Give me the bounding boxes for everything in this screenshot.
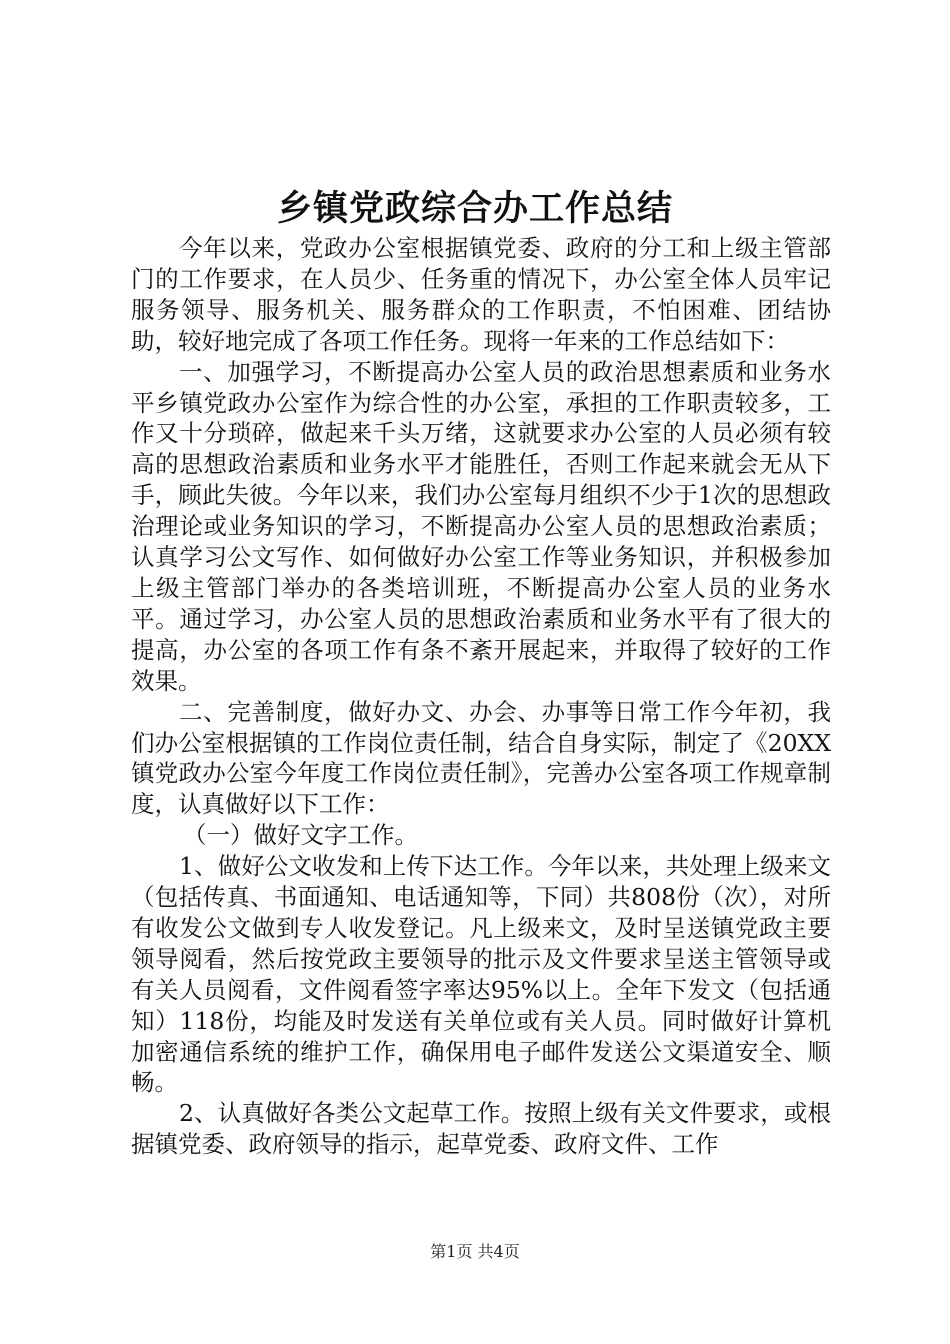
document-title: 乡镇党政综合办工作总结	[276, 188, 673, 229]
paragraph-item-2: 2、认真做好各类公文起草工作。按照上级有关文件要求，或根据镇党委、政府领导的指示，起草党委、政府文件、工作	[131, 1099, 831, 1159]
page-number-footer: 第1页 共4页	[430, 1242, 520, 1261]
document-body	[131, 233, 831, 1160]
paragraph-section-2: 二、完善制度，做好办文、办会、办事等日常工作今年初，我们办公室根据镇的工作岗位责任制，结合自身实际，制定了《20XX镇党政办公室今年度工作岗位责任制》，完善办公室各项工作规章制度，认真做好以下工作：	[131, 697, 831, 819]
paragraph-item-1: 1、做好公文收发和上传下达工作。今年以来，共处理上级来文（包括传真、书面通知、电话通知等，下同）共808份（次），对所有收发公文做到专人收发登记。凡上级来文，及时呈送镇党政主要领导阅看，然后按党政主要领导的批示及文件要求呈送主管领导或有关人员阅看，文件阅看签字率达95%以上。全年下发文（包括通知）118份，均能及时发送有关单位或有关人员。同时做好计算机加密通信系统的维护工作，确保用电子邮件发送公文渠道安全、顺畅。	[131, 852, 831, 1097]
paragraph-subsection-1: （一）做好文字工作。	[183, 821, 418, 850]
paragraph-intro: 今年以来，党政办公室根据镇党委、政府的分工和上级主管部门的工作要求，在人员少、任务重的情况下，办公室全体人员牢记服务领导、服务机关、服务群众的工作职责，不怕困难、团结协助，较好地完成了各项工作任务。现将一年来的工作总结如下：	[131, 234, 831, 355]
paragraph-section-1: 一、加强学习，不断提高办公室人员的政治思想素质和业务水平乡镇党政办公室作为综合性的办公室，承担的工作职责较多，工作又十分琐碎，做起来千头万绪，这就要求办公室的人员必须有较高的思想政治素质和业务水平才能胜任，否则工作起来就会无从下手，顾此失彼。今年以来，我们办公室每月组织不少于1次的思想政治理论或业务知识的学习，不断提高办公室人员的思想政治素质；认真学习公文写作、如何做好办公室工作等业务知识，并积极参加上级主管部门举办的各类培训班，不断提高办公室人员的业务水平。通过学习，办公室人员的思想政治素质和业务水平有了很大的提高，办公室的各项工作有条不紊开展起来，并取得了较好的工作效果。	[131, 357, 831, 695]
